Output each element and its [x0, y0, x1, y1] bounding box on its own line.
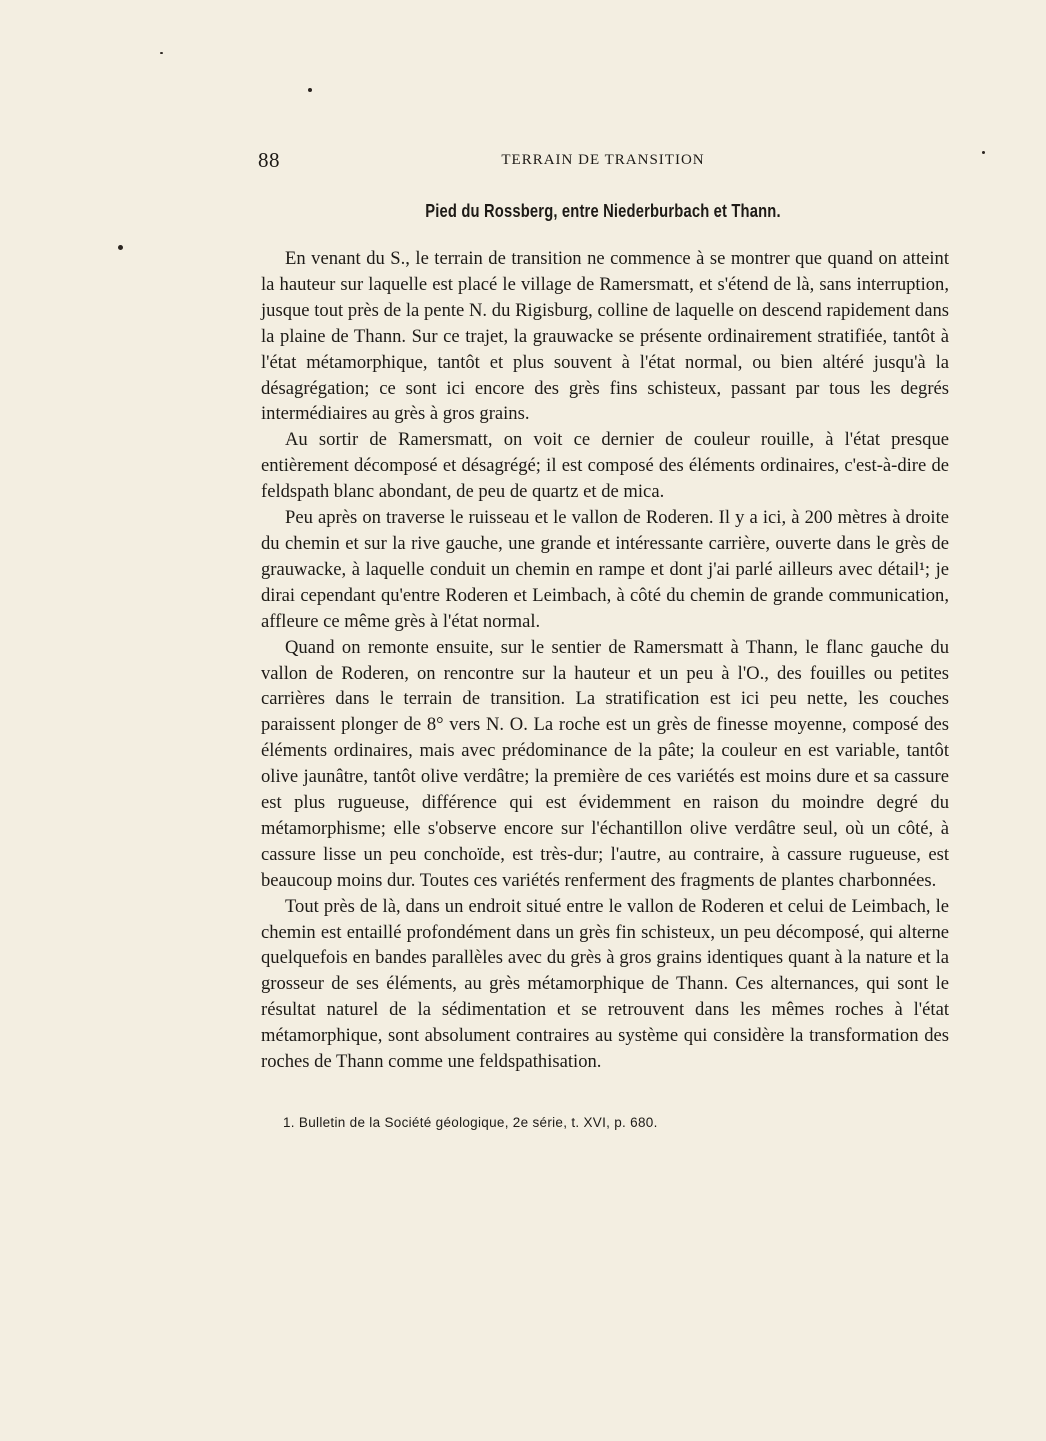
print-speck: [308, 88, 312, 92]
print-speck: [982, 151, 985, 154]
paragraph: En venant du S., le terrain de transition ne commence à se montrer que quand on atteint la hauteur sur laquelle est placé le village de Ramersmatt, et s'étend de là, sans interruption, jusque tout près de la pente N. du Rigisburg, colline de laquelle on descend rapidement dans la plaine de Thann. Sur ce trajet, la grauwacke se présente ordinairement stratifiée, tantôt à l'état métamorphique, tantôt et plus souvent à l'état normal, ou bien altéré jusqu'à la désagrégation; ce sont ici encore des grès fins schisteux, passant par tous les degrés intermédiaires au grès à gros grains.: [261, 248, 949, 425]
paragraph: Peu après on traverse le ruisseau et le vallon de Roderen. Il y a ici, à 200 mètres à droite du chemin et sur la rive gauche, une grande et intéressante carrière, ouverte dans le grès de grauwacke, à laquelle conduit un chemin en rampe et dont j'ai parlé ailleurs avec détail¹; je dirai cependant qu'entre Roderen et Leimbach, à côté du chemin de grande communication, affleure ce même grès à l'état normal.: [261, 507, 949, 632]
body-text: [261, 246, 949, 1075]
paragraph: Tout près de là, dans un endroit situé entre le vallon de Roderen et celui de Leimbach, le chemin est entaillé profondément dans un grès fin schisteux, un peu décomposé, qui alterne quelquefois en bandes parallèles avec du grès à gros grains identiques quant à la nature et la grosseur de ses éléments, au grès métamorphique de Thann. Ces alternances, qui sont le résultat naturel de la sédimentation et se retrouvent dans les mêmes roches à l'état métamorphique, sont absolument contraires au système qui considère la transformation des roches de Thann comme une feldspathisation.: [261, 895, 949, 1073]
page-number: 88: [258, 148, 280, 172]
print-speck: [118, 245, 123, 250]
running-title: TERRAIN DE TRANSITION: [501, 152, 705, 168]
print-speck: [160, 52, 163, 54]
paragraph: Quand on remonte ensuite, sur le sentier de Ramersmatt à Thann, le flanc gauche du vallon de Roderen, on rencontre sur la hauteur et un peu à l'O., des fouilles ou petites carrières dans le terrain de transition. La stratification est ici peu nette, les couches paraissent plonger de 8° vers N. O. La roche est un grès de finesse moyenne, composé des éléments ordinaires, mais avec prédominance de la pâte; la couleur en est variable, tantôt olive jaunâtre, tantôt olive verdâtre; la première de ces variétés est moins dure et sa cassure est plus rugueuse, différence qui est évidemment en raison du moindre degré du métamorphisme; elle s'observe encore sur l'échantillon olive verdâtre seul, où un côté, à cassure lisse un peu conchoïde, est très-dur; l'autre, au contraire, à cassure rugueuse, est beaucoup moins dur. Toutes ces variétés renferment des fragments de plantes charbonnées.: [261, 636, 949, 891]
page-header: [258, 148, 948, 174]
section-heading: Pied du Rossberg, entre Niederburbach et Thann.: [425, 201, 781, 221]
footnote: 1. Bulletin de la Société géologique, 2e série, t. XVI, p. 680.: [283, 1115, 658, 1130]
paragraph: Au sortir de Ramersmatt, on voit ce dernier de couleur rouille, à l'état presque entièrement décomposé et désagrégé; il est composé des éléments ordinaires, c'est-à-dire de feldspath blanc abondant, de peu de quartz et de mica.: [261, 429, 949, 503]
